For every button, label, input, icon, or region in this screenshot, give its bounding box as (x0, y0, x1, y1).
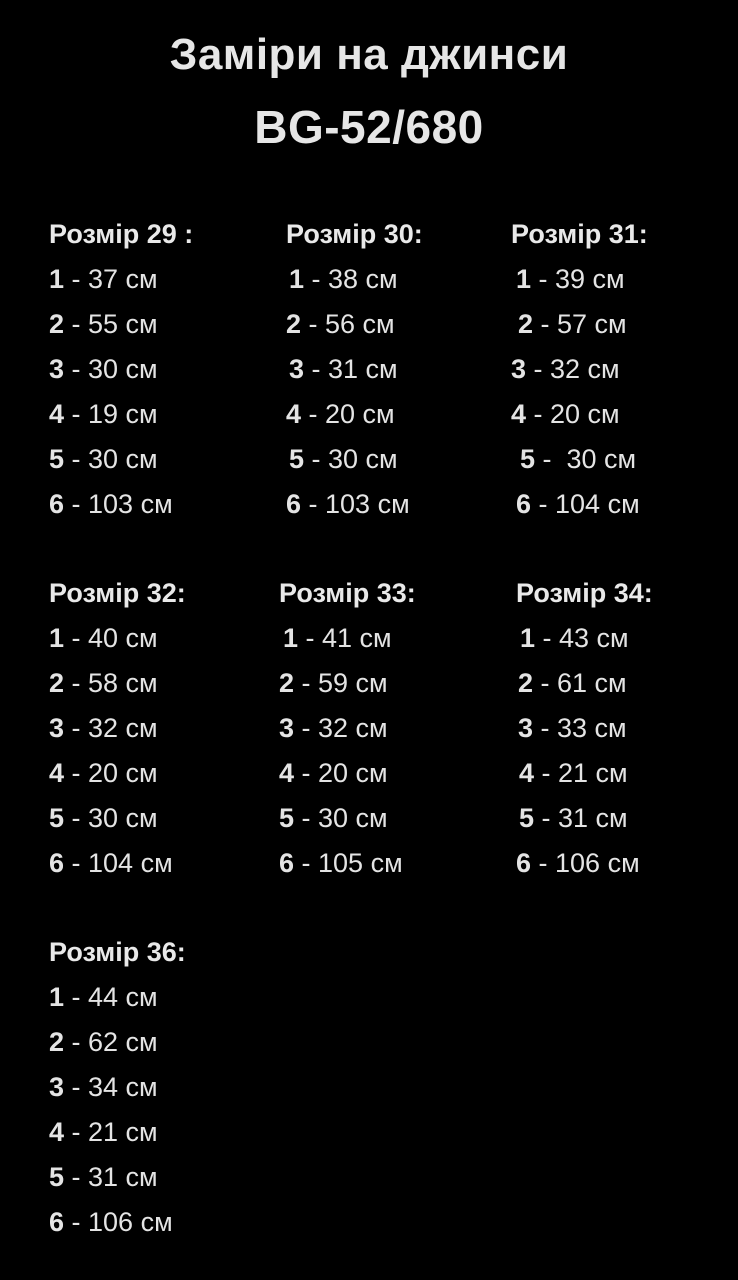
measurement-number: 5 (49, 803, 65, 833)
measurement-row (49, 796, 186, 841)
size-heading: Розмір 29 : (49, 219, 194, 249)
measurement-row (49, 975, 186, 1020)
measurement-number: 5 (289, 444, 305, 474)
measurement-number: 6 (516, 848, 532, 878)
measurement-number: 6 (49, 848, 65, 878)
measurement-value: - 19 см (64, 399, 158, 429)
measurement-value: - 32 см (294, 713, 388, 743)
measurement-number: 6 (516, 489, 532, 519)
measurement-value: - 32 см (526, 354, 620, 384)
measurement-row (286, 257, 423, 302)
measurement-row (49, 302, 193, 347)
measurement-value: - 20 см (301, 399, 395, 429)
measurement-value: - 20 см (294, 758, 388, 788)
measurement-number: 2 (286, 309, 302, 339)
measurement-row (516, 751, 653, 796)
size-heading: Розмір 33: (279, 578, 416, 608)
measurement-number: 5 (519, 803, 535, 833)
measurement-number: 2 (279, 668, 295, 698)
size-block (516, 571, 653, 886)
measurement-value: - 30 см (294, 803, 388, 833)
measurement-number: 4 (49, 1117, 65, 1147)
measurement-number: 3 (279, 713, 295, 743)
measurement-number: 2 (518, 309, 534, 339)
measurement-row (511, 257, 648, 302)
measurement-number: 1 (289, 264, 305, 294)
measurement-number: 3 (49, 713, 65, 743)
page-title: Заміри на джинси (169, 30, 569, 79)
measurement-row (49, 661, 186, 706)
size-block (49, 571, 186, 886)
measurement-number: 1 (520, 623, 536, 653)
measurement-value: - 30 см (64, 354, 158, 384)
measurement-value: - 33 см (533, 713, 627, 743)
measurement-number: 6 (279, 848, 295, 878)
measurement-number: 1 (49, 623, 65, 653)
measurement-value: - 106 см (64, 1207, 173, 1237)
measurement-number: 6 (49, 489, 65, 519)
measurement-row (49, 347, 193, 392)
measurement-number: 5 (520, 444, 536, 474)
measurement-row (516, 661, 653, 706)
measurement-row (49, 706, 186, 751)
measurement-number: 1 (49, 264, 65, 294)
measurement-number: 1 (283, 623, 299, 653)
product-code: BG-52/680 (254, 101, 484, 153)
measurement-value: - 44 см (64, 982, 158, 1012)
measurement-number: 5 (49, 444, 65, 474)
measurement-value: - 38 см (304, 264, 398, 294)
measurement-value: - 104 см (64, 848, 173, 878)
measurement-number: 3 (518, 713, 534, 743)
size-block (511, 212, 648, 527)
size-heading: Розмір 30: (286, 219, 423, 249)
measurement-value: - 20 см (526, 399, 620, 429)
measurement-row (286, 302, 423, 347)
measurement-value: - 55 см (64, 309, 158, 339)
measurement-value: - 57 см (533, 309, 627, 339)
measurement-number: 3 (49, 354, 65, 384)
measurement-row (516, 841, 653, 886)
measurement-row (511, 347, 648, 392)
measurement-row (516, 706, 653, 751)
measurement-number: 4 (519, 758, 535, 788)
measurement-value: - 31 см (304, 354, 398, 384)
measurement-value: - 58 см (64, 668, 158, 698)
measurement-value: - 43 см (535, 623, 629, 653)
measurement-row (286, 437, 423, 482)
measurement-number: 1 (516, 264, 532, 294)
measurement-row (49, 1110, 186, 1155)
measurement-number: 6 (49, 1207, 65, 1237)
measurement-row (49, 1020, 186, 1065)
measurement-row (511, 392, 648, 437)
measurement-value: - 62 см (64, 1027, 158, 1057)
measurement-row (49, 392, 193, 437)
measurement-row (279, 616, 416, 661)
measurement-value: - 32 см (64, 713, 158, 743)
size-heading: Розмір 31: (511, 219, 648, 249)
size-block (279, 571, 416, 886)
measurement-value: - 30 см (304, 444, 398, 474)
measurement-row (279, 796, 416, 841)
measurement-value: - 20 см (64, 758, 158, 788)
measurement-value: - 105 см (294, 848, 403, 878)
measurement-value: - 21 см (534, 758, 628, 788)
measurement-value: - 31 см (534, 803, 628, 833)
size-heading: Розмір 32: (49, 578, 186, 608)
measurement-number: 4 (511, 399, 527, 429)
measurement-row (286, 392, 423, 437)
size-block (49, 930, 186, 1245)
measurement-row (49, 1155, 186, 1200)
measurement-value: - 61 см (533, 668, 627, 698)
measurement-number: 3 (289, 354, 305, 384)
measurement-value: - 34 см (64, 1072, 158, 1102)
measurement-row (516, 616, 653, 661)
size-heading: Розмір 34: (516, 578, 653, 608)
measurement-number: 4 (286, 399, 302, 429)
measurement-row (279, 661, 416, 706)
measurement-row (49, 437, 193, 482)
measurement-value: - 103 см (301, 489, 410, 519)
measurement-row (279, 841, 416, 886)
measurement-number: 2 (49, 1027, 65, 1057)
measurement-number: 5 (279, 803, 295, 833)
measurement-value: - 30 см (64, 803, 158, 833)
measurement-row (286, 347, 423, 392)
measurement-number: 3 (49, 1072, 65, 1102)
measurement-row (516, 796, 653, 841)
measurement-row (49, 257, 193, 302)
measurement-row (511, 302, 648, 347)
measurement-value: - 37 см (64, 264, 158, 294)
measurement-value: - 56 см (301, 309, 395, 339)
measurement-value: - 31 см (64, 1162, 158, 1192)
measurement-row (279, 751, 416, 796)
measurement-row (511, 482, 648, 527)
measurement-number: 4 (49, 399, 65, 429)
measurement-number: 3 (511, 354, 527, 384)
measurement-value: - 30 см (64, 444, 158, 474)
measurement-row (279, 706, 416, 751)
size-block (49, 212, 193, 527)
measurement-row (49, 751, 186, 796)
measurement-value: - 103 см (64, 489, 173, 519)
size-heading: Розмір 36: (49, 937, 186, 967)
measurement-row (49, 841, 186, 886)
measurement-value: - 106 см (531, 848, 640, 878)
measurement-value: - 59 см (294, 668, 388, 698)
measurement-value: - 30 см (535, 444, 637, 474)
measurement-number: 2 (518, 668, 534, 698)
measurement-row (49, 482, 193, 527)
measurement-row (49, 616, 186, 661)
measurement-number: 5 (49, 1162, 65, 1192)
measurement-number: 2 (49, 668, 65, 698)
measurement-value: - 41 см (298, 623, 392, 653)
measurement-number: 6 (286, 489, 302, 519)
measurement-row (286, 482, 423, 527)
measurement-value: - 104 см (531, 489, 640, 519)
size-block (286, 212, 423, 527)
measurement-number: 2 (49, 309, 65, 339)
measurement-number: 1 (49, 982, 65, 1012)
measurement-row (49, 1065, 186, 1110)
measurement-number: 4 (279, 758, 295, 788)
measurement-value: - 39 см (531, 264, 625, 294)
measurement-value: - 21 см (64, 1117, 158, 1147)
measurement-row (511, 437, 648, 482)
measurement-value: - 40 см (64, 623, 158, 653)
measurement-number: 4 (49, 758, 65, 788)
measurement-row (49, 1200, 186, 1245)
